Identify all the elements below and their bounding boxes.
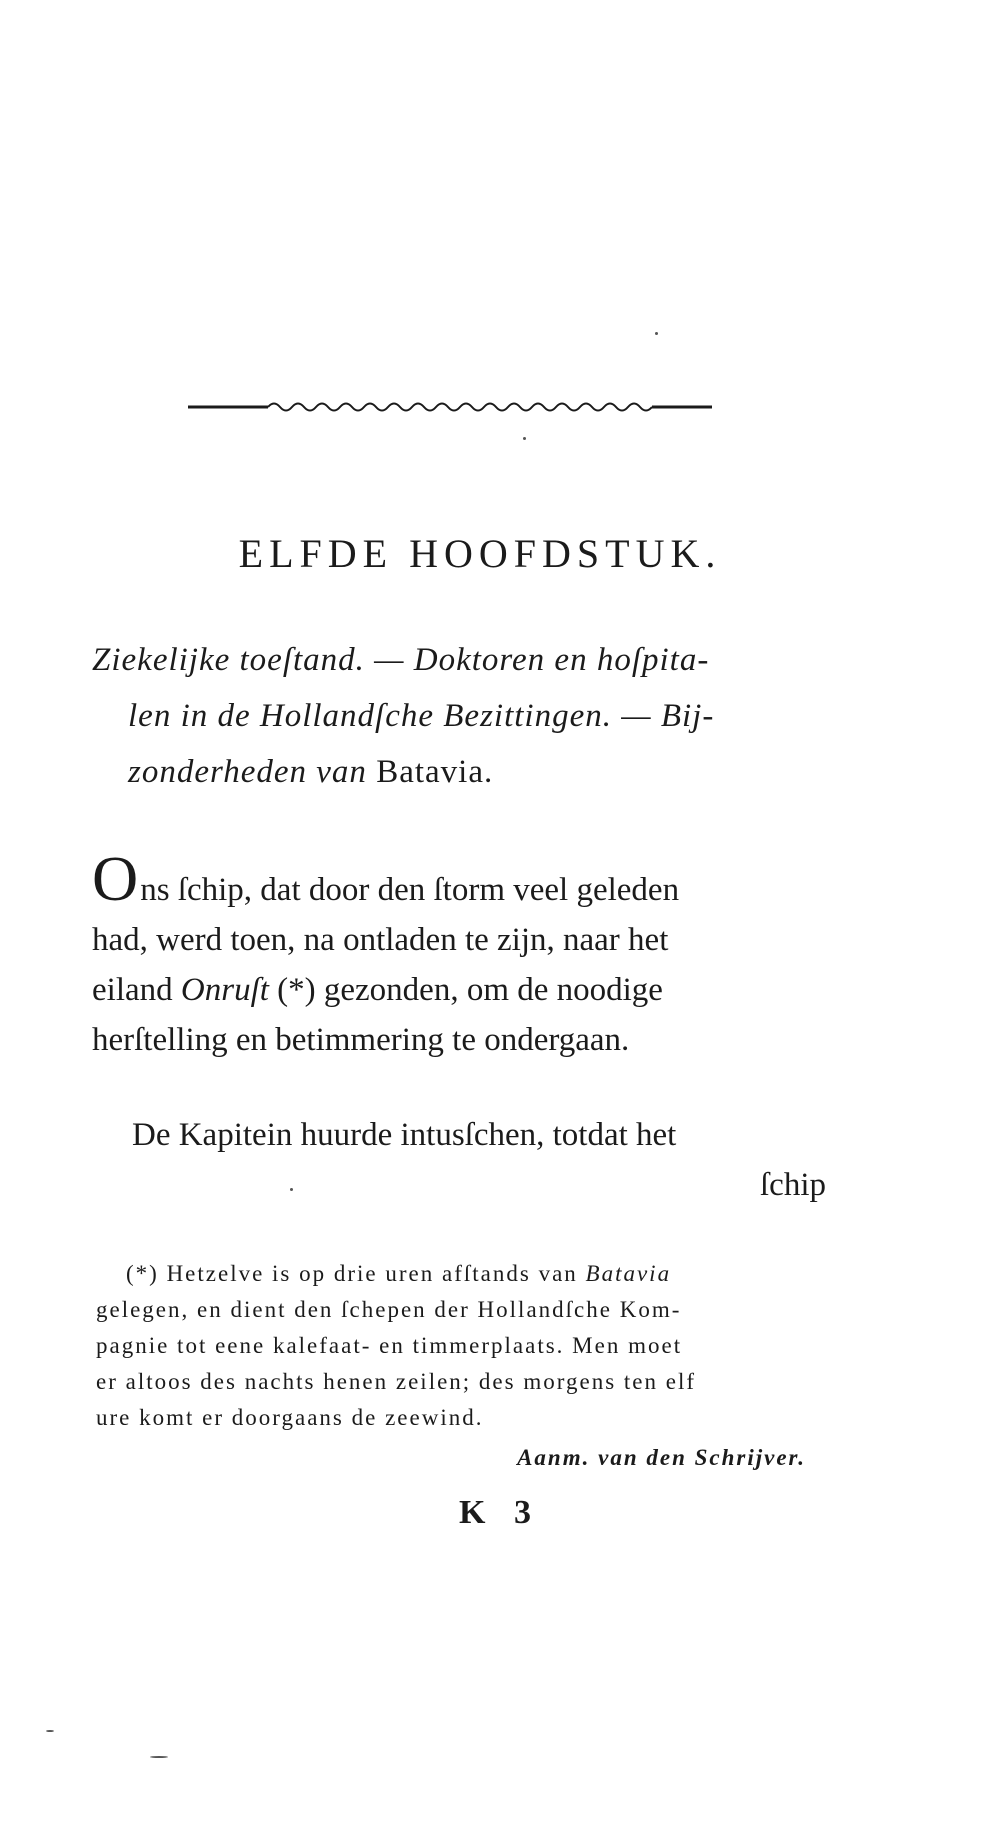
paragraph-line: De Kapitein huurde intusſchen, totdat het: [132, 1117, 677, 1153]
catchword: ſchip: [760, 1167, 826, 1203]
footnote-line: [96, 1256, 836, 1292]
ink-speck: [523, 437, 526, 440]
paragraph-text: eiland: [92, 972, 173, 1008]
footnote-line: er altoos des nachts henen zeilen; des morgens ten elf: [96, 1369, 696, 1394]
ornamental-rule: [188, 398, 712, 416]
paragraph-line: [92, 843, 832, 915]
ink-speck: [150, 1756, 168, 1758]
footnote-line: ure komt er doorgaans de zeewind.: [96, 1405, 484, 1430]
footnote-signature: Aanm. van den Schrijver.: [517, 1445, 806, 1470]
summary-line: [92, 744, 832, 800]
ink-speck: [46, 1730, 54, 1732]
paragraph-1: [92, 843, 832, 1065]
footnote-text: (*) Hetzelve is op drie uren afſtands van: [126, 1261, 578, 1286]
footnote-line: gelegen, en dient den ſchepen der Hollandſche Kom-: [96, 1297, 682, 1322]
summary-italic-text: zonderheden van: [128, 754, 367, 790]
chapter-title: ELFDE HOOFDSTUK.: [238, 531, 722, 576]
place-name: Onruſt: [180, 972, 269, 1008]
place-name: Batavia: [585, 1261, 672, 1286]
summary-line: len in de Hollandſche Bezittingen. — Bij-: [128, 698, 715, 734]
footnote-line: pagnie tot eene kalefaat- en timmerplaats. Men moet: [96, 1333, 683, 1358]
summary-line: Ziekelijke toeſtand. — Doktoren en hoſpita-: [92, 642, 710, 678]
paragraph-line: [92, 965, 832, 1015]
printer-signature-mark: K 3: [459, 1494, 541, 1531]
chapter-summary: [92, 632, 832, 800]
summary-roman-text: Batavia.: [376, 754, 494, 790]
footnote: [96, 1256, 836, 1476]
paragraph-text: (*) gezonden, om de noodige: [277, 972, 663, 1008]
paragraph-line: had, werd toen, na ontladen te zijn, naar het: [92, 922, 669, 958]
paragraph-2: [92, 1110, 832, 1210]
drop-cap: O: [92, 843, 139, 914]
paragraph-text: ns ſchip, dat door den ſtorm veel geleden: [140, 872, 680, 908]
ink-speck: [655, 332, 658, 335]
paragraph-line: herſtelling en betimmering te ondergaan.: [92, 1022, 630, 1058]
